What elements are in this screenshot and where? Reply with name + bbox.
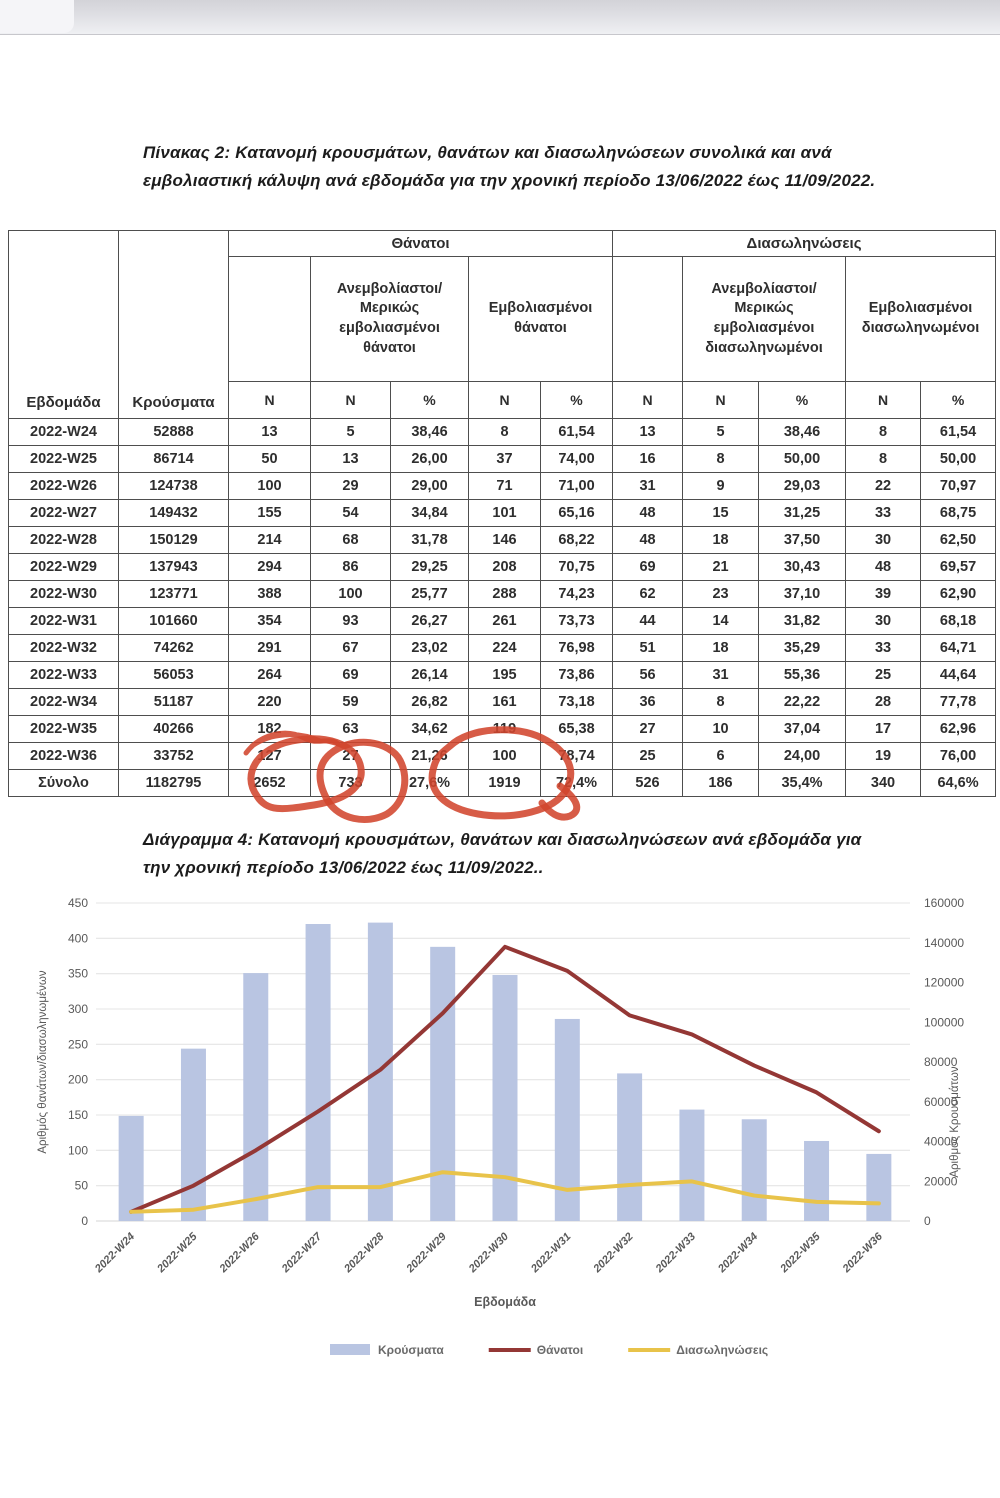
cell-value: 71,00	[541, 473, 613, 500]
cell-value: 33	[846, 635, 921, 662]
legend-label: Κρούσματα	[378, 1343, 444, 1357]
header-N: N	[613, 382, 683, 419]
table-row	[9, 581, 996, 608]
cell-value: 8	[846, 446, 921, 473]
cell-value: 28	[846, 689, 921, 716]
cell-week: 2022-W33	[9, 662, 119, 689]
header-deaths-unvaccinated: Ανεμβολίαστοι/ Μερικώς εμβολιασμένοι θάνατοι	[311, 257, 469, 382]
data-table-container	[8, 230, 995, 797]
cell-value: 14	[683, 608, 759, 635]
right-axis-tick-label: 160000	[924, 896, 965, 910]
header-N: N	[846, 382, 921, 419]
cell-value: 9	[683, 473, 759, 500]
cell-value: 69	[613, 554, 683, 581]
cell-total-value: 733	[311, 770, 391, 797]
chart-container	[30, 888, 970, 1393]
cell-value: 17	[846, 716, 921, 743]
x-axis-tick-label: 2022-W24	[92, 1230, 138, 1276]
cell-value: 50,00	[921, 446, 996, 473]
cell-value: 29,03	[759, 473, 846, 500]
cell-value: 8	[846, 419, 921, 446]
cell-week: 2022-W36	[9, 743, 119, 770]
cell-value: 93	[311, 608, 391, 635]
cell-value: 73,86	[541, 662, 613, 689]
cell-week: 2022-W28	[9, 527, 119, 554]
cases-bar	[243, 973, 268, 1221]
header-cases: Κρούσματα	[119, 231, 229, 419]
cell-value: 161	[469, 689, 541, 716]
cell-value: 86	[311, 554, 391, 581]
cell-value: 13	[311, 446, 391, 473]
table-row	[9, 689, 996, 716]
cell-value: 52888	[119, 419, 229, 446]
cell-value: 48	[613, 527, 683, 554]
cell-value: 101	[469, 500, 541, 527]
cell-value: 62,50	[921, 527, 996, 554]
cases-bar	[866, 1154, 891, 1221]
cell-value: 39	[846, 581, 921, 608]
right-axis-tick-label: 40000	[924, 1134, 958, 1149]
header-deaths-group: Θάνατοι	[229, 231, 613, 257]
table-row	[9, 662, 996, 689]
cell-value: 77,78	[921, 689, 996, 716]
cell-value: 63	[311, 716, 391, 743]
cell-value: 70,75	[541, 554, 613, 581]
cell-week: 2022-W34	[9, 689, 119, 716]
table-total-row	[9, 770, 996, 797]
cell-value: 29,25	[391, 554, 469, 581]
cell-total-value: 64,6%	[921, 770, 996, 797]
cell-week: 2022-W26	[9, 473, 119, 500]
cell-value: 388	[229, 581, 311, 608]
x-axis-tick-label: 2022-W33	[653, 1230, 699, 1276]
left-axis-tick-label: 250	[67, 1037, 88, 1052]
cell-week: 2022-W25	[9, 446, 119, 473]
cell-value: 100	[311, 581, 391, 608]
cell-value: 48	[613, 500, 683, 527]
x-axis-tick-label: 2022-W35	[778, 1230, 823, 1276]
left-axis-tick-label: 100	[67, 1143, 88, 1158]
cell-value: 13	[229, 419, 311, 446]
cell-value: 73,73	[541, 608, 613, 635]
cell-value: 30,43	[759, 554, 846, 581]
cell-value: 150129	[119, 527, 229, 554]
cases-bar	[493, 975, 518, 1221]
cell-value: 51	[613, 635, 683, 662]
x-axis-tick-label: 2022-W29	[404, 1230, 449, 1276]
cell-value: 25	[846, 662, 921, 689]
cell-week: 2022-W35	[9, 716, 119, 743]
cell-value: 55,36	[759, 662, 846, 689]
cell-value: 13	[613, 419, 683, 446]
header-N: N	[311, 382, 391, 419]
cell-value: 24,00	[759, 743, 846, 770]
cell-value: 48	[846, 554, 921, 581]
cell-value: 30	[846, 527, 921, 554]
cell-value: 65,38	[541, 716, 613, 743]
cell-total-value: 1182795	[119, 770, 229, 797]
cell-value: 5	[311, 419, 391, 446]
cell-value: 78,74	[541, 743, 613, 770]
x-axis-tick-label: 2022-W30	[466, 1230, 512, 1276]
cell-value: 44	[613, 608, 683, 635]
cell-value: 31,82	[759, 608, 846, 635]
cell-value: 149432	[119, 500, 229, 527]
cell-value: 40266	[119, 716, 229, 743]
cell-total-value: 27,6%	[391, 770, 469, 797]
header-intubated-unvaccinated: Ανεμβολίαστοι/ Μερικώς εμβολιασμένοι διασωληνωμένοι	[683, 257, 846, 382]
cell-value: 6	[683, 743, 759, 770]
cell-value: 35,29	[759, 635, 846, 662]
cell-value: 22,22	[759, 689, 846, 716]
cell-value: 50,00	[759, 446, 846, 473]
cell-value: 74262	[119, 635, 229, 662]
cell-value: 37,50	[759, 527, 846, 554]
cell-value: 37	[469, 446, 541, 473]
left-axis-tick-label: 300	[67, 1002, 88, 1016]
cell-total-value: 526	[613, 770, 683, 797]
cell-value: 31	[683, 662, 759, 689]
cell-value: 29	[311, 473, 391, 500]
x-axis-tick-label: 2022-W25	[155, 1230, 200, 1276]
cell-value: 23,02	[391, 635, 469, 662]
header-percent: %	[921, 382, 996, 419]
cell-value: 68,18	[921, 608, 996, 635]
cases-bar	[306, 924, 331, 1221]
cell-value: 33	[846, 500, 921, 527]
x-axis-title: Εβδομάδα	[474, 1295, 536, 1309]
cell-value: 195	[469, 662, 541, 689]
x-axis-tick-label: 2022-W31	[529, 1230, 574, 1276]
cell-value: 22	[846, 473, 921, 500]
cell-value: 26,82	[391, 689, 469, 716]
right-axis-tick-label: 0	[924, 1214, 931, 1228]
left-axis-tick-label: 350	[67, 966, 88, 981]
cell-value: 38,46	[391, 419, 469, 446]
left-axis-tick-label: 0	[81, 1214, 88, 1228]
table-row	[9, 743, 996, 770]
table-row	[9, 635, 996, 662]
cell-value: 25	[613, 743, 683, 770]
cell-value: 8	[683, 446, 759, 473]
cell-total-value: 35,4%	[759, 770, 846, 797]
x-axis-tick-label: 2022-W28	[342, 1230, 387, 1276]
table-row	[9, 500, 996, 527]
cell-value: 15	[683, 500, 759, 527]
cell-value: 44,64	[921, 662, 996, 689]
legend-label: Διασωληνώσεις	[676, 1343, 769, 1357]
cell-value: 68,75	[921, 500, 996, 527]
cell-value: 8	[469, 419, 541, 446]
cell-week: 2022-W27	[9, 500, 119, 527]
cell-value: 119	[469, 716, 541, 743]
cell-value: 74,00	[541, 446, 613, 473]
header-percent: %	[541, 382, 613, 419]
cell-value: 67	[311, 635, 391, 662]
cell-total-value: 72,4%	[541, 770, 613, 797]
cell-value: 25,77	[391, 581, 469, 608]
cell-value: 100	[229, 473, 311, 500]
header-N: N	[683, 382, 759, 419]
cell-total-label: Σύνολο	[9, 770, 119, 797]
cell-value: 31,25	[759, 500, 846, 527]
cell-value: 73,18	[541, 689, 613, 716]
table-row	[9, 608, 996, 635]
x-axis-tick-label: 2022-W34	[715, 1230, 761, 1276]
chart-caption: Διάγραμμα 4: Κατανομή κρουσμάτων, θανάτων και διασωληνώσεων ανά εβδομάδα για την χρονική περίοδο 13/06/2022 έως 11/09/2022..	[143, 830, 862, 877]
header-week: Εβδομάδα	[9, 231, 119, 419]
cell-value: 291	[229, 635, 311, 662]
x-axis-tick-label: 2022-W27	[279, 1230, 325, 1276]
cases-bar	[679, 1110, 704, 1221]
table-row	[9, 554, 996, 581]
cell-value: 37,04	[759, 716, 846, 743]
x-axis-tick-label: 2022-W36	[840, 1230, 885, 1276]
header-deaths-total-spacer	[229, 257, 311, 382]
cell-value: 30	[846, 608, 921, 635]
x-axis-tick-label: 2022-W26	[217, 1230, 262, 1276]
cell-value: 182	[229, 716, 311, 743]
cell-value: 354	[229, 608, 311, 635]
cell-value: 54	[311, 500, 391, 527]
cell-value: 26,27	[391, 608, 469, 635]
cell-value: 123771	[119, 581, 229, 608]
cell-total-value: 2652	[229, 770, 311, 797]
table-row	[9, 446, 996, 473]
cell-week: 2022-W30	[9, 581, 119, 608]
cell-week: 2022-W32	[9, 635, 119, 662]
cell-value: 59	[311, 689, 391, 716]
cases-bar	[181, 1049, 206, 1221]
cell-value: 64,71	[921, 635, 996, 662]
cell-value: 56053	[119, 662, 229, 689]
cell-value: 61,54	[541, 419, 613, 446]
cell-value: 36	[613, 689, 683, 716]
cell-value: 62	[613, 581, 683, 608]
cell-value: 71	[469, 473, 541, 500]
cell-value: 10	[683, 716, 759, 743]
header-N: N	[469, 382, 541, 419]
x-axis-tick-label: 2022-W32	[591, 1230, 636, 1276]
cell-value: 65,16	[541, 500, 613, 527]
cell-value: 69	[311, 662, 391, 689]
cell-value: 62,90	[921, 581, 996, 608]
right-axis-tick-label: 120000	[924, 975, 965, 990]
cell-value: 31,78	[391, 527, 469, 554]
cell-value: 146	[469, 527, 541, 554]
cell-value: 61,54	[921, 419, 996, 446]
header-deaths-vaccinated: Εμβολιασμένοι θάνατοι	[469, 257, 613, 382]
cell-value: 50	[229, 446, 311, 473]
header-intubations-total-spacer	[613, 257, 683, 382]
cell-value: 18	[683, 635, 759, 662]
cases-bar	[742, 1119, 767, 1221]
cell-value: 86714	[119, 446, 229, 473]
cell-value: 69,57	[921, 554, 996, 581]
cell-value: 27	[311, 743, 391, 770]
header-intubations-group: Διασωληνώσεις	[613, 231, 996, 257]
left-axis-tick-label: 150	[67, 1108, 88, 1122]
cell-total-value: 186	[683, 770, 759, 797]
table-row	[9, 527, 996, 554]
cell-value: 8	[683, 689, 759, 716]
cell-total-value: 340	[846, 770, 921, 797]
cell-value: 21,26	[391, 743, 469, 770]
cell-value: 18	[683, 527, 759, 554]
cell-value: 76,00	[921, 743, 996, 770]
left-axis-tick-label: 400	[67, 931, 88, 946]
cell-value: 220	[229, 689, 311, 716]
header-intubated-vaccinated: Εμβολιασμένοι διασωληνωμένοι	[846, 257, 996, 382]
scan-top-strip	[0, 0, 1000, 35]
right-axis-tick-label: 60000	[924, 1094, 958, 1109]
cell-value: 264	[229, 662, 311, 689]
left-axis-tick-label: 50	[74, 1178, 88, 1193]
cell-week: 2022-W29	[9, 554, 119, 581]
cases-bar	[804, 1141, 829, 1221]
left-axis-title: Αριθμός θανάτων/διασωληνωμένων	[37, 970, 49, 1154]
table-caption: Πίνακας 2: Κατανομή κρουσμάτων, θανάτων και διασωληνώσεων συνολικά και ανά εμβολιαστική κάλυψη ανά εβδομάδα για την χρονική περίοδο 13/06/2022 έως 11/09/2022.	[143, 143, 876, 190]
right-axis-tick-label: 140000	[924, 935, 965, 950]
cell-value: 68	[311, 527, 391, 554]
cell-value: 5	[683, 419, 759, 446]
weekly-data-table	[8, 230, 996, 797]
cell-value: 214	[229, 527, 311, 554]
cell-value: 224	[469, 635, 541, 662]
cell-value: 21	[683, 554, 759, 581]
cell-value: 29,00	[391, 473, 469, 500]
left-axis-tick-label: 450	[67, 896, 88, 910]
cell-value: 33752	[119, 743, 229, 770]
cell-value: 16	[613, 446, 683, 473]
cell-value: 26,00	[391, 446, 469, 473]
header-percent: %	[391, 382, 469, 419]
scan-top-tab	[0, 0, 74, 33]
cell-value: 155	[229, 500, 311, 527]
right-axis-tick-label: 100000	[924, 1015, 965, 1030]
cell-value: 100	[469, 743, 541, 770]
cell-value: 68,22	[541, 527, 613, 554]
right-axis-tick-label: 80000	[924, 1055, 958, 1069]
cases-bar	[430, 947, 455, 1221]
cell-value: 27	[613, 716, 683, 743]
cell-week: 2022-W31	[9, 608, 119, 635]
right-axis-title: Αριθμός Κρουσμάτων	[949, 1066, 961, 1178]
cases-bar	[119, 1116, 144, 1221]
cell-value: 137943	[119, 554, 229, 581]
table-row	[9, 716, 996, 743]
cell-value: 208	[469, 554, 541, 581]
cell-value: 19	[846, 743, 921, 770]
left-axis-tick-label: 200	[67, 1072, 88, 1087]
right-axis-tick-label: 20000	[924, 1174, 958, 1189]
cell-value: 76,98	[541, 635, 613, 662]
cell-value: 34,84	[391, 500, 469, 527]
cell-value: 23	[683, 581, 759, 608]
cell-value: 38,46	[759, 419, 846, 446]
table-row	[9, 419, 996, 446]
header-percent: %	[759, 382, 846, 419]
legend-swatch-cases	[330, 1344, 370, 1355]
cell-value: 26,14	[391, 662, 469, 689]
cell-total-value: 1919	[469, 770, 541, 797]
cases-bar	[617, 1073, 642, 1221]
legend-label: Θάνατοι	[536, 1343, 584, 1357]
header-N: N	[229, 382, 311, 419]
cell-value: 56	[613, 662, 683, 689]
cell-value: 31	[613, 473, 683, 500]
table-row	[9, 473, 996, 500]
cell-value: 124738	[119, 473, 229, 500]
cell-value: 34,62	[391, 716, 469, 743]
cell-value: 37,10	[759, 581, 846, 608]
cell-value: 127	[229, 743, 311, 770]
cell-value: 101660	[119, 608, 229, 635]
combo-chart	[30, 888, 970, 1393]
cell-value: 62,96	[921, 716, 996, 743]
cell-value: 51187	[119, 689, 229, 716]
cell-value: 74,23	[541, 581, 613, 608]
cell-value: 288	[469, 581, 541, 608]
cell-value: 294	[229, 554, 311, 581]
cell-value: 70,97	[921, 473, 996, 500]
cell-week: 2022-W24	[9, 419, 119, 446]
cell-value: 261	[469, 608, 541, 635]
